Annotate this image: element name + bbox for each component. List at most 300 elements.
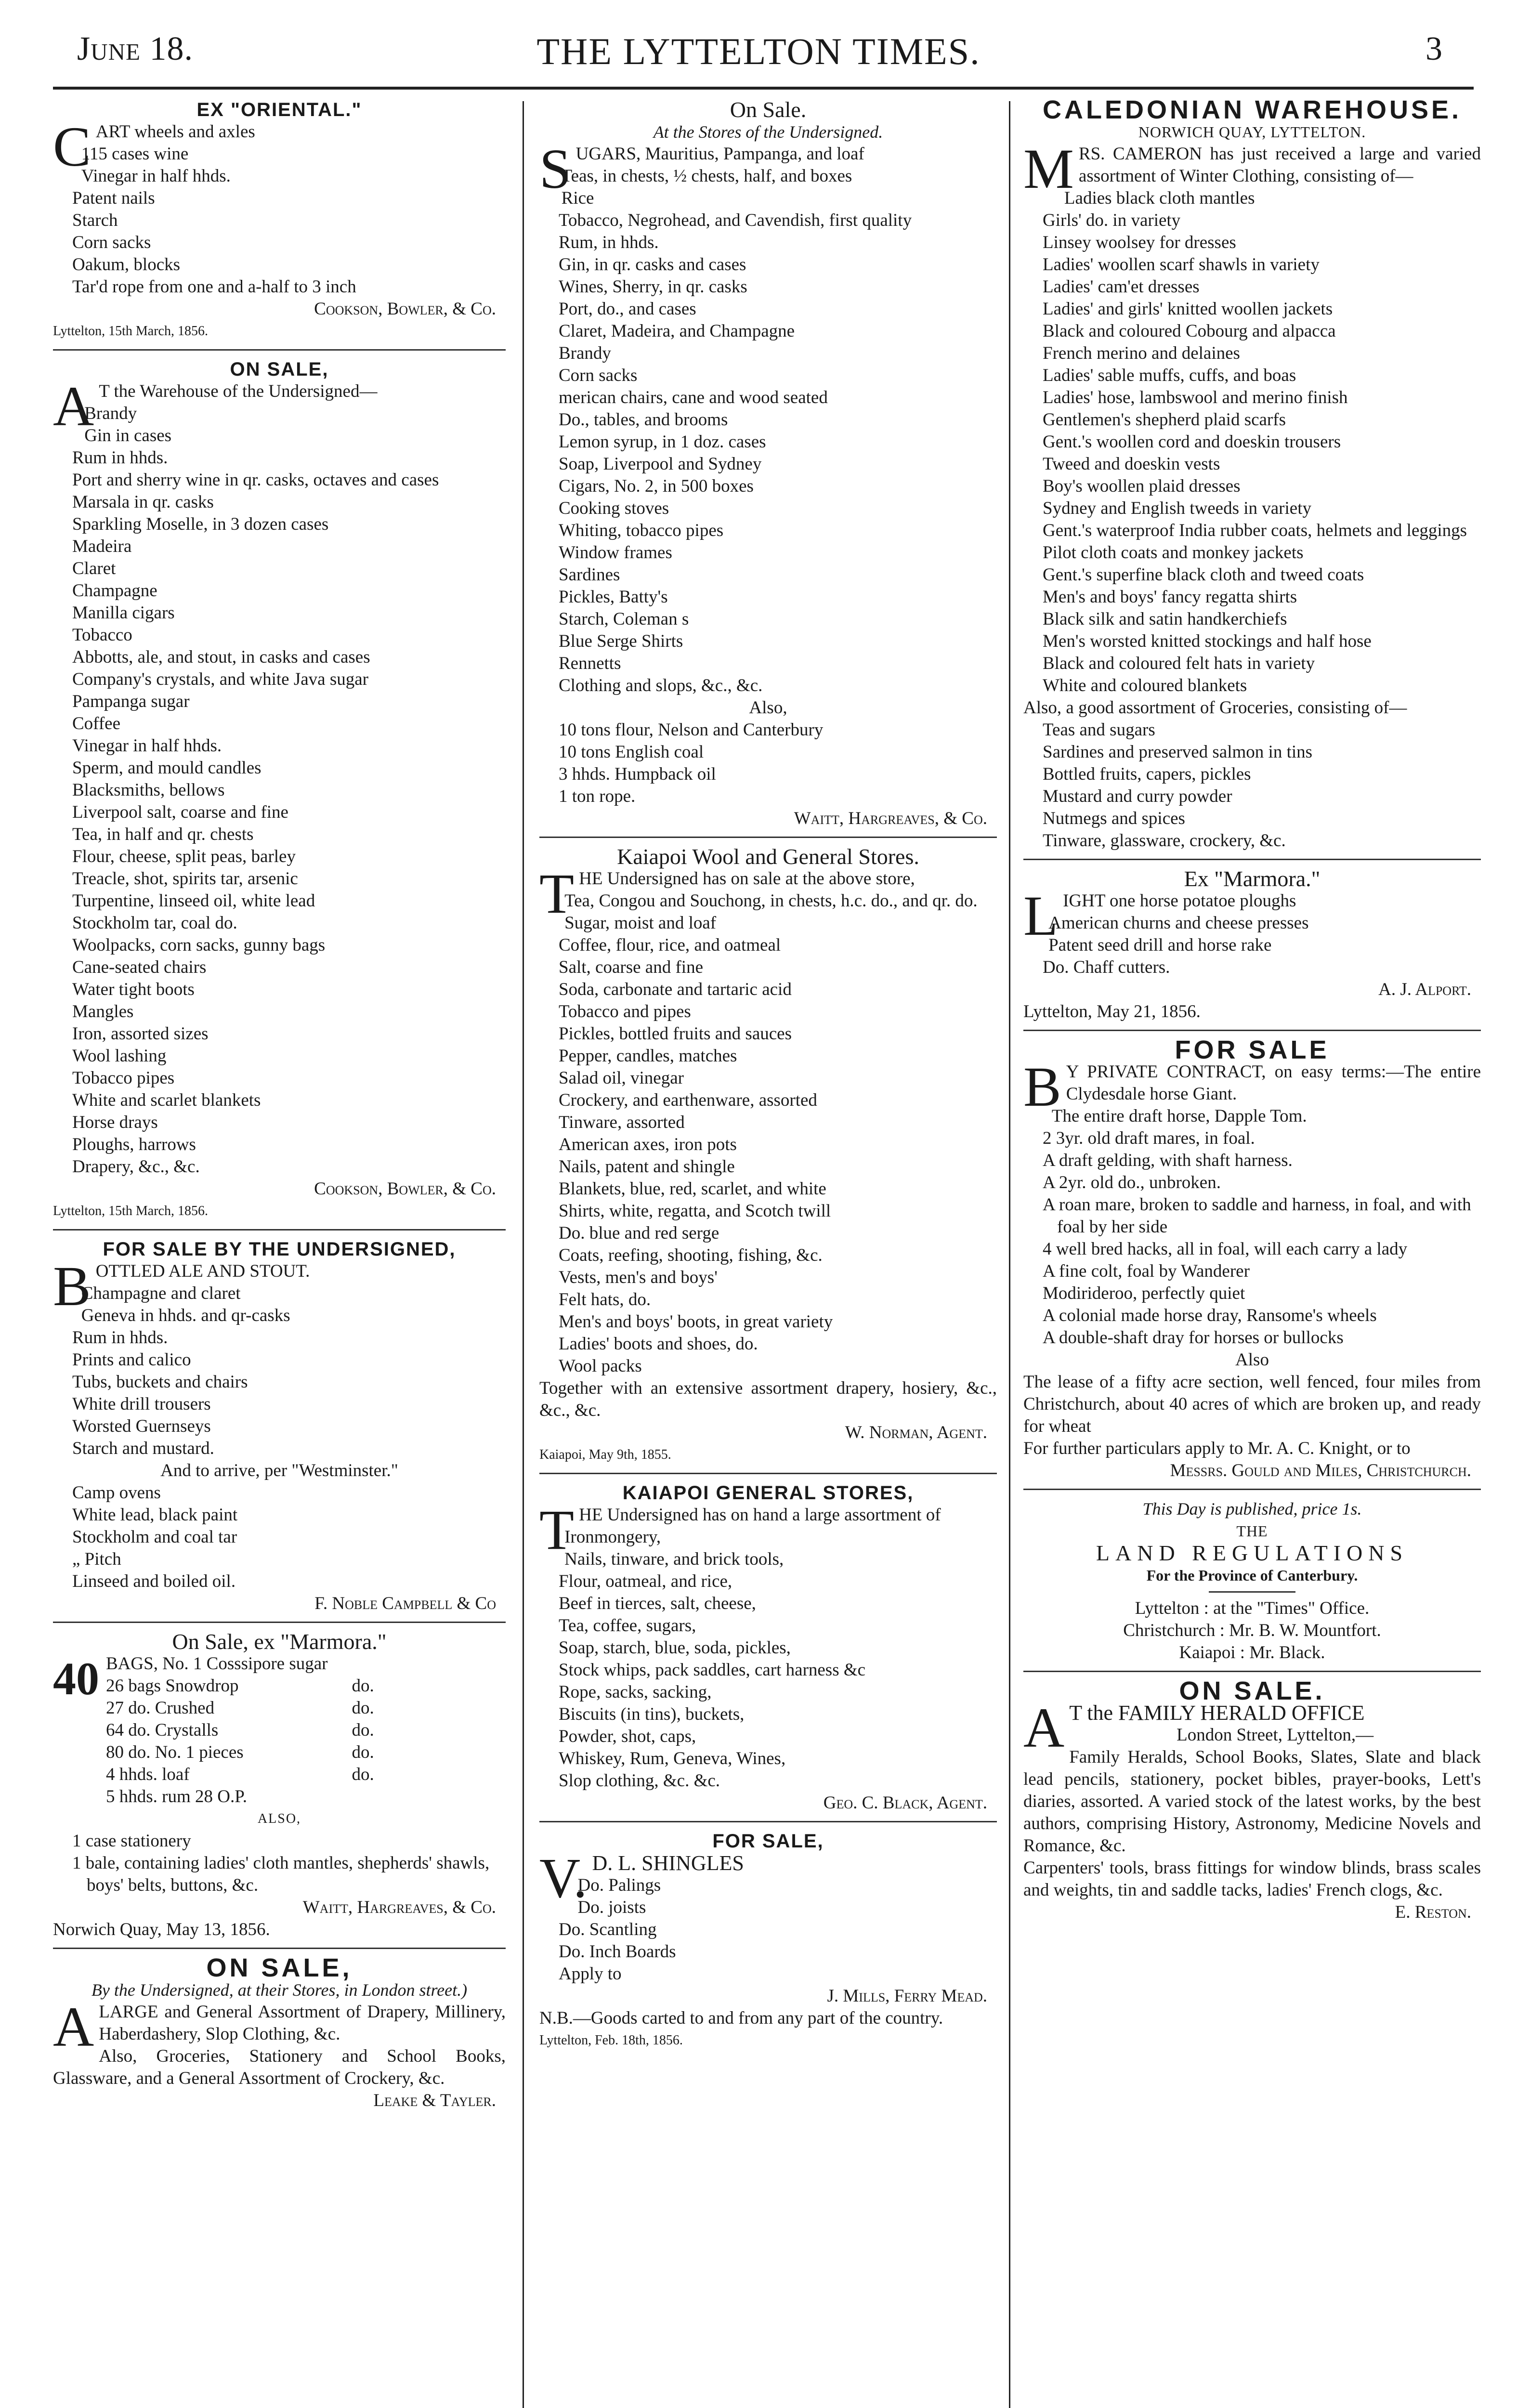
ad-signature: A. J. Alport. (1378, 980, 1471, 999)
list-item: Blacksmiths, bellows (72, 780, 225, 800)
list-item: Camp ovens (72, 1483, 161, 1503)
ad-subheading: London Street, Lyttelton,— (1177, 1725, 1374, 1745)
column-1 (53, 99, 506, 2117)
list-item: Pepper, candles, matches (559, 1046, 737, 1066)
list-item: Woolpacks, corn sacks, gunny bags (72, 935, 326, 955)
table-cell: do. (352, 1698, 374, 1718)
list-item: Horse drays (72, 1112, 158, 1132)
list-item: Mustard and curry powder (1043, 786, 1232, 806)
list-item: White and scarlet blankets (72, 1090, 261, 1110)
item-list (539, 719, 997, 808)
list-item: White lead, black paint (72, 1505, 238, 1525)
ad-for-sale-horses (1023, 1035, 1481, 1482)
list-item: Stock whips, pack saddles, cart harness &c (559, 1660, 866, 1680)
list-item: Pampanga sugar (72, 692, 190, 711)
item-list (539, 165, 997, 697)
list-item: Rum in hhds. (72, 1328, 168, 1348)
table-cell (352, 1786, 398, 1808)
also-note: Also, a good assortment of Groceries, consisting of— (1023, 698, 1407, 718)
list-item: Wines, Sherry, in qr. casks (559, 277, 747, 297)
ad-heading: On Sale, ex "Marmora." (172, 1629, 387, 1654)
list-item: Tobacco, Negrohead, and Cavendish, first quality (559, 210, 912, 230)
list-item: Starch, Coleman s (559, 609, 689, 629)
list-item: A roan mare, broken to saddle and harness, in foal, and with foal by her side (1043, 1195, 1471, 1237)
list-item: Water tight boots (72, 980, 195, 999)
list-item: Champagne and claret (81, 1283, 241, 1303)
list-item: Do. Inch Boards (559, 1942, 676, 1962)
list-item: Crockery, and earthenware, assorted (559, 1090, 817, 1110)
divider (539, 837, 997, 838)
page-number: 3 (1425, 30, 1442, 67)
divider (1023, 859, 1481, 860)
ad-signature: W. Norman, Agent. (845, 1423, 987, 1442)
list-item: Gentlemen's shepherd plaid scarfs (1043, 410, 1286, 430)
list-item: Turpentine, linseed oil, white lead (72, 891, 315, 911)
list-item: Rice (561, 188, 594, 208)
list-item: A fine colt, foal by Wanderer (1043, 1261, 1250, 1281)
list-item: Brandy (84, 404, 137, 423)
list-item: Coffee (72, 714, 120, 733)
list-item: A colonial made horse dray, Ransome's wheels (1043, 1306, 1377, 1325)
ad-lead: V.D. L. SHINGLES (539, 1846, 744, 1910)
table-row (106, 1741, 398, 1764)
ad-oriental (53, 99, 506, 342)
ad-subheading: NORWICH QUAY, LYTTELTON. (1138, 123, 1366, 141)
table-cell (352, 1653, 398, 1675)
list-item: Tobacco (72, 625, 132, 645)
list-item: Blue Serge Shirts (559, 631, 683, 651)
ad-heading: FOR SALE (1175, 1035, 1330, 1064)
list-item: Gent.'s superfine black cloth and tweed coats (1043, 565, 1364, 585)
list-item: Tobacco pipes (72, 1068, 175, 1088)
list-item: Prints and calico (72, 1350, 191, 1370)
list-item: Abbotts, ale, and stout, in casks and cases (72, 647, 370, 667)
list-item: Flour, cheese, split peas, barley (72, 847, 296, 866)
item-list (1023, 719, 1481, 852)
table-cell: 64 do. Crystalls (106, 1720, 219, 1740)
ad-signature: J. Mills, Ferry Mead. (827, 1986, 987, 2006)
list-item: Rum in hhds. (72, 448, 168, 468)
list-item: Window frames (559, 543, 672, 563)
list-item: Vinegar in half hhds. (81, 166, 231, 186)
also-label: Also (1235, 1350, 1269, 1370)
table-cell: BAGS, No. 1 Cosssipore sugar (106, 1654, 328, 1674)
list-item: Clothing and slops, &c., &c. (559, 676, 763, 695)
list-item: Manilla cigars (72, 603, 175, 623)
list-item: Patent nails (72, 188, 155, 208)
list-item: 1 case stationery (72, 1831, 191, 1851)
list-item: Boy's woollen plaid dresses (1043, 476, 1241, 496)
ad-marmora-sugar (53, 1631, 506, 1941)
list-item: American churns and cheese presses (1048, 913, 1309, 933)
ad-body-2: Also, Groceries, Stationery and School Books, Glassware, and a General Assortment of Crockery, &c. (53, 2046, 506, 2088)
list-item: Soap, Liverpool and Sydney (559, 454, 762, 474)
ad-signature: Cookson, Bowler, & Co. (314, 1179, 496, 1199)
ad-caledonian-warehouse (1023, 95, 1481, 852)
newspaper-title: THE LYTTELTON TIMES. (536, 30, 981, 72)
list-item: Beef in tierces, salt, cheese, (559, 1594, 756, 1613)
table-cell: 27 do. Crushed (106, 1698, 215, 1718)
item-table (106, 1653, 398, 1808)
list-item: Gin in cases (84, 426, 172, 445)
divider (53, 1622, 506, 1623)
item-list (539, 1874, 997, 1985)
item-list (53, 403, 506, 1178)
ad-note: N.B.—Goods carted to and from any part of the country. (539, 2008, 943, 2028)
divider (53, 349, 506, 351)
ad-lead: AT the Warehouse of the Undersigned— (53, 375, 378, 438)
list-item: Do., tables, and brooms (559, 410, 728, 430)
divider (539, 1821, 997, 1822)
list-item: A double-shaft dray for horses or bullocks (1043, 1328, 1344, 1348)
list-item: Salt, coarse and fine (559, 957, 703, 977)
list-item: Tea, Congou and Souchong, in chests, h.c. do., and qr. do. (564, 891, 978, 911)
list-item: Wool packs (559, 1356, 642, 1376)
list-item: Brandy (559, 343, 611, 363)
publication-subtitle: For the Province of Canterbury. (1146, 1567, 1358, 1584)
ad-date: Lyttelton, May 21, 1856. (1023, 1002, 1201, 1021)
ad-subheading: At the Stores of the Undersigned. (653, 122, 883, 142)
list-item: „ Pitch (72, 1549, 121, 1569)
ad-lead: SUGARS, Mauritius, Pampanga, and loaf (539, 137, 864, 200)
location-line: Kaiapoi : Mr. Black. (1179, 1643, 1325, 1662)
list-item: Vinegar in half hhds. (72, 736, 222, 756)
list-item: Corn sacks (72, 233, 151, 252)
list-item: Teas and sugars (1043, 720, 1155, 740)
ad-date: Lyttelton, 15th March, 1856. (53, 1204, 208, 1218)
ad-heading: KAIAPOI GENERAL STORES, (622, 1482, 914, 1504)
ad-body-2: Carpenters' tools, brass fittings for window blinds, brass scales and weights, tin and saddle tacks, ladies' French clogs, &c. (1023, 1858, 1481, 1900)
list-item: Sardines (559, 565, 620, 585)
list-item: French merino and delaines (1043, 343, 1240, 363)
arrival-note: And to arrive, per "Westminster." (160, 1461, 398, 1480)
list-item: Madeira (72, 537, 132, 556)
list-item: Gent.'s woollen cord and doeskin trousers (1043, 432, 1341, 452)
ad-heading: FOR SALE BY THE UNDERSIGNED, (103, 1239, 456, 1260)
list-item: Gent.'s waterproof India rubber coats, helmets and leggings (1043, 521, 1467, 540)
list-item: Sperm, and mould candles (72, 758, 262, 778)
publication-note: This Day is published, price 1s. (1142, 1499, 1362, 1518)
list-item: Bottled fruits, capers, pickles (1043, 764, 1251, 784)
table-cell: do. (352, 1765, 374, 1784)
list-item: Oakum, blocks (72, 255, 181, 275)
list-item: Gin, in qr. casks and cases (559, 255, 746, 275)
location-line: Christchurch : Mr. B. W. Mountfort. (1123, 1621, 1381, 1640)
list-item: Girls' do. in variety (1043, 210, 1181, 230)
ad-heading: Ex "Marmora." (1184, 866, 1321, 891)
list-item: Stockholm and coal tar (72, 1527, 237, 1547)
divider (53, 1229, 506, 1230)
list-item: Worsted Guernseys (72, 1416, 211, 1436)
list-item: Ladies' sable muffs, cuffs, and boas (1043, 366, 1296, 385)
ad-signature: Geo. C. Black, Agent. (823, 1793, 987, 1813)
list-item: 10 tons English coal (559, 742, 704, 762)
list-item: Treacle, shot, spirits tar, arsenic (72, 869, 298, 889)
list-item: Tweed and doeskin vests (1043, 454, 1220, 474)
list-item: Shirts, white, regatta, and Scotch twill (559, 1201, 831, 1221)
issue-date: June 18. (77, 30, 193, 67)
list-item: Champagne (72, 581, 157, 601)
list-item: Lemon syrup, in 1 doz. cases (559, 432, 766, 452)
list-item: Nutmegs and spices (1043, 809, 1185, 828)
ad-signature: Waitt, Hargreaves, & Co. (302, 1898, 496, 1917)
list-item: Flour, oatmeal, and rice, (559, 1571, 732, 1591)
list-item: Nails, tinware, and brick tools, (564, 1549, 784, 1569)
ad-date: Norwich Quay, May 13, 1856. (53, 1920, 270, 1939)
list-item: Tinware, glassware, crockery, &c. (1043, 831, 1286, 851)
list-item: Salad oil, vinegar (559, 1068, 684, 1088)
ad-date: Lyttelton, Feb. 18th, 1856. (539, 2033, 683, 2048)
list-item: 2 3yr. old draft mares, in foal. (1043, 1128, 1255, 1148)
ad-lead: BOTTLED ALE AND STOUT. (53, 1255, 310, 1318)
list-item: Coats, reefing, shooting, fishing, &c. (559, 1245, 823, 1265)
list-item: Cane-seated chairs (72, 957, 207, 977)
list-item: Ladies' woollen scarf shawls in variety (1043, 255, 1320, 275)
list-item: Port and sherry wine in qr. casks, octaves and cases (72, 470, 439, 490)
list-item: Teas, in chests, ½ chests, half, and boxes (561, 166, 852, 186)
list-item: Pilot cloth coats and monkey jackets (1043, 543, 1304, 563)
list-item: White drill trousers (72, 1394, 211, 1414)
list-item: Tea, coffee, sugars, (559, 1616, 696, 1636)
list-item: Black silk and satin handkerchiefs (1043, 609, 1287, 629)
list-item: Wool lashing (72, 1046, 167, 1066)
table-row (106, 1786, 398, 1808)
masthead-rule (53, 87, 1474, 90)
ad-signature: E. Reston. (1395, 1902, 1471, 1922)
list-item: Tinware, assorted (559, 1112, 685, 1132)
ad-signature: Waitt, Hargreaves, & Co. (794, 809, 987, 828)
list-item: Port, do., and cases (559, 299, 696, 319)
ad-signature: Cookson, Bowler, & Co. (314, 299, 496, 319)
quantity-number: 40 (53, 1653, 99, 1704)
ad-kaiapoi-general (539, 1482, 997, 1814)
also-label: Also, (749, 698, 787, 718)
list-item: Mangles (72, 1002, 134, 1021)
ad-signature: Messrs. Gould and Miles, Christchurch. (1170, 1461, 1471, 1480)
column-3 (1023, 95, 1481, 1928)
ad-heading: On Sale. (730, 97, 807, 122)
list-item: Stockholm tar, coal do. (72, 913, 237, 933)
ad-shingles (539, 1830, 997, 2052)
list-item: Claret, Madeira, and Champagne (559, 321, 795, 341)
list-item: Company's crystals, and white Java sugar (72, 669, 368, 689)
list-item: Do. joists (577, 1898, 646, 1917)
list-item: Ironmongery, (564, 1527, 661, 1547)
list-item: Whiskey, Rum, Geneva, Wines, (559, 1749, 786, 1768)
list-item: Cigars, No. 2, in 500 boxes (559, 476, 754, 496)
list-item: Ladies' and girls' knitted woollen jackets (1043, 299, 1333, 319)
table-cell: do. (352, 1742, 374, 1762)
also-label: ALSO, (257, 1811, 301, 1826)
list-item: Drapery, &c., &c. (72, 1157, 200, 1177)
list-item: Ladies' boots and shoes, do. (559, 1334, 758, 1354)
list-item: Men's and boys' fancy regatta shirts (1043, 587, 1297, 607)
ad-kaiapoi-wool (539, 846, 997, 1466)
list-item: Cooking stoves (559, 498, 669, 518)
ad-marmora-ploughs (1023, 868, 1481, 1023)
item-list (53, 1283, 506, 1460)
list-item: 3 hhds. Humpback oil (559, 764, 716, 784)
column-rule-1 (523, 101, 524, 2408)
list-item: Apply to (559, 1964, 622, 1984)
ad-lead: MRS. CAMERON has just received a large and varied assortment of Winter Clothing, consisting of— (1023, 137, 1481, 200)
list-item: Starch (72, 210, 118, 230)
small-rule (1209, 1591, 1295, 1593)
ad-land-regulations (1023, 1498, 1481, 1664)
table-row (106, 1697, 398, 1719)
location-line: Lyttelton : at the "Times" Office. (1135, 1598, 1370, 1618)
list-item: Ladies' hose, lambswool and merino finish (1043, 388, 1348, 407)
list-item: Iron, assorted sizes (72, 1024, 209, 1044)
list-item: Do. Scantling (559, 1920, 657, 1939)
list-item: Do. blue and red serge (559, 1223, 719, 1243)
ad-subheading: By the Undersigned, at their Stores, in London street.) (91, 1980, 468, 2000)
list-item: Men's worsted knitted stockings and half hose (1043, 631, 1372, 651)
list-item: Linsey woolsey for dresses (1043, 233, 1236, 252)
ad-bottled-ale (53, 1238, 506, 1615)
table-row (106, 1675, 398, 1697)
list-item: Modirideroo, perfectly quiet (1043, 1283, 1245, 1303)
ad-on-sale-warehouse (53, 358, 506, 1222)
ad-heading: FOR SALE, (712, 1831, 824, 1852)
list-item: Claret (72, 559, 116, 578)
list-item: Blankets, blue, red, scarlet, and white (559, 1179, 826, 1199)
item-list (53, 1830, 506, 1897)
item-list (53, 1482, 506, 1593)
list-item: Whiting, tobacco pipes (559, 521, 724, 540)
ad-heading: Kaiapoi Wool and General Stores. (617, 844, 919, 869)
list-item: Soap, starch, blue, soda, pickles, (559, 1638, 791, 1658)
divider (1023, 1030, 1481, 1031)
list-item: Black and coloured Cobourg and alpacca (1043, 321, 1336, 341)
list-item: Patent seed drill and horse rake (1048, 935, 1272, 955)
list-item: The entire draft horse, Dapple Tom. (1051, 1106, 1307, 1126)
further-note: For further particulars apply to Mr. A. C. Knight, or to (1023, 1439, 1411, 1458)
list-item: merican chairs, cane and wood seated (559, 388, 828, 407)
list-item: Sugar, moist and loaf (564, 913, 717, 933)
ad-heading: EX "ORIENTAL." (196, 99, 362, 120)
list-item: Tubs, buckets and chairs (72, 1372, 248, 1392)
list-item: Slop clothing, &c. &c. (559, 1771, 720, 1791)
list-item: Rum, in hhds. (559, 233, 659, 252)
divider (53, 1948, 506, 1949)
list-item: Geneva in hhds. and qr-casks (81, 1306, 290, 1325)
ad-heading: CALEDONIAN WAREHOUSE. (1042, 95, 1462, 124)
list-item: Ladies black cloth mantles (1064, 188, 1255, 208)
list-item: Rennetts (559, 654, 621, 673)
list-item: A 2yr. old do., unbroken. (1043, 1173, 1221, 1192)
item-list (53, 143, 506, 298)
list-item: 1 bale, containing ladies' cloth mantles, shepherds' shawls, boys' belts, buttons, &c. (72, 1853, 490, 1895)
list-item: Rope, sacks, sacking, (559, 1682, 712, 1702)
ad-lead: LIGHT one horse potatoe ploughs (1023, 884, 1296, 947)
list-item: Tobacco and pipes (559, 1002, 691, 1021)
ad-lead: THE Undersigned has on hand a large assortment of (539, 1498, 941, 1561)
ad-signature: F. Noble Campbell & Co (314, 1594, 496, 1613)
list-item: Pickles, Batty's (559, 587, 668, 607)
list-item: 10 tons flour, Nelson and Canterbury (559, 720, 824, 740)
divider (1023, 1489, 1481, 1490)
list-item: Powder, shot, caps, (559, 1727, 696, 1746)
ad-body: Together with an extensive assortment drapery, hosiery, &c., &c., &c. (539, 1378, 997, 1420)
list-item: Soda, carbonate and tartaric acid (559, 980, 792, 999)
list-item: Coffee, flour, rice, and oatmeal (559, 935, 781, 955)
list-item: 4 well bred hacks, all in foal, will each carry a lady (1043, 1239, 1408, 1259)
list-item: Do. Chaff cutters. (1043, 957, 1170, 977)
ad-body: Family Heralds, School Books, Slates, Slate and black lead pencils, stationery, pocket bibles, prayer-books, Lett's diaries, assorted. A varied stock of the latest works, by the best authors, comprising History, Astronomy, Medicine Novels and Romance, &c. (1023, 1747, 1481, 1856)
ad-body: ALARGE and General Assortment of Drapery, Millinery, Haberdashery, Slop Clothing, &c. (53, 1995, 506, 2058)
ad-lead: AT the FAMILY HERALD OFFICE (1023, 1696, 1365, 1759)
list-item: Linseed and boiled oil. (72, 1571, 236, 1591)
list-item: Men's and boys' boots, in great variety (559, 1312, 833, 1332)
table-cell: 4 hhds. loaf (106, 1765, 190, 1784)
table-cell: 80 do. No. 1 pieces (106, 1742, 244, 1762)
ad-lead: CART wheels and axles (53, 115, 255, 178)
list-item: Sardines and preserved salmon in tins (1043, 742, 1313, 762)
column-2 (539, 99, 997, 2056)
list-item: White and coloured blankets (1043, 676, 1247, 695)
list-item: Vests, men's and boys' (559, 1268, 718, 1287)
list-item: 115 cases wine (81, 144, 189, 164)
ad-leake-tayler (53, 1953, 506, 2112)
ad-family-herald (1023, 1676, 1481, 1924)
list-item: Sydney and English tweeds in variety (1043, 498, 1311, 518)
table-cell: do. (352, 1720, 374, 1740)
list-item: Ploughs, harrows (72, 1135, 196, 1154)
ad-heading: ON SALE. (1179, 1676, 1325, 1705)
table-row (106, 1764, 398, 1786)
publication-title: LAND REGULATIONS (1096, 1541, 1409, 1565)
list-item: A draft gelding, with shaft harness. (1043, 1151, 1293, 1170)
sales-locations (1023, 1597, 1481, 1664)
column-rule-2 (1009, 101, 1010, 2408)
list-item: Tea, in half and qr. chests (72, 824, 254, 844)
item-list (539, 1526, 997, 1792)
list-item: Pickles, bottled fruits and sauces (559, 1024, 792, 1044)
table-row (106, 1653, 398, 1675)
table-row (106, 1719, 398, 1741)
ad-heading: ON SALE, (230, 359, 329, 380)
item-list (1023, 912, 1481, 979)
lease-note: The lease of a fifty acre section, well fenced, four miles from Christchurch, about 40 acres of which are broken up, and ready for wheat (1023, 1372, 1481, 1436)
list-item: Corn sacks (559, 366, 638, 385)
divider (539, 1473, 997, 1474)
ad-lead: BY PRIVATE CONTRACT, on easy terms:—The entire Clydesdale horse Giant. (1023, 1055, 1481, 1118)
table-cell: do. (352, 1676, 374, 1696)
list-item: Ladies' cam'et dresses (1043, 277, 1200, 297)
list-item: Nails, patent and shingle (559, 1157, 735, 1177)
table-cell: 26 bags Snowdrop (106, 1676, 239, 1696)
ad-signature: Leake & Tayler. (373, 2091, 496, 2110)
masthead (0, 0, 1517, 82)
list-item: Starch and mustard. (72, 1439, 214, 1458)
list-item: Sparkling Moselle, in 3 dozen cases (72, 514, 329, 534)
item-list (1023, 187, 1481, 697)
list-item: 1 ton rope. (559, 786, 636, 806)
ad-on-sale-stores (539, 99, 997, 830)
ad-lead: THE Undersigned has on sale at the above store, (539, 862, 915, 925)
list-item: Biscuits (in tins), buckets, (559, 1704, 745, 1724)
list-item: Tar'd rope from one and a-half to 3 inch (72, 277, 356, 297)
ad-date: Kaiapoi, May 9th, 1855. (539, 1447, 671, 1462)
table-cell: 5 hhds. rum 28 O.P. (106, 1787, 247, 1806)
list-item: Felt hats, do. (559, 1290, 651, 1309)
ad-heading: ON SALE, (206, 1953, 353, 1982)
list-item: Liverpool salt, coarse and fine (72, 802, 288, 822)
item-list (539, 890, 997, 1377)
title-article: THE (1236, 1522, 1268, 1540)
ad-date: Lyttelton, 15th March, 1856. (53, 324, 208, 339)
